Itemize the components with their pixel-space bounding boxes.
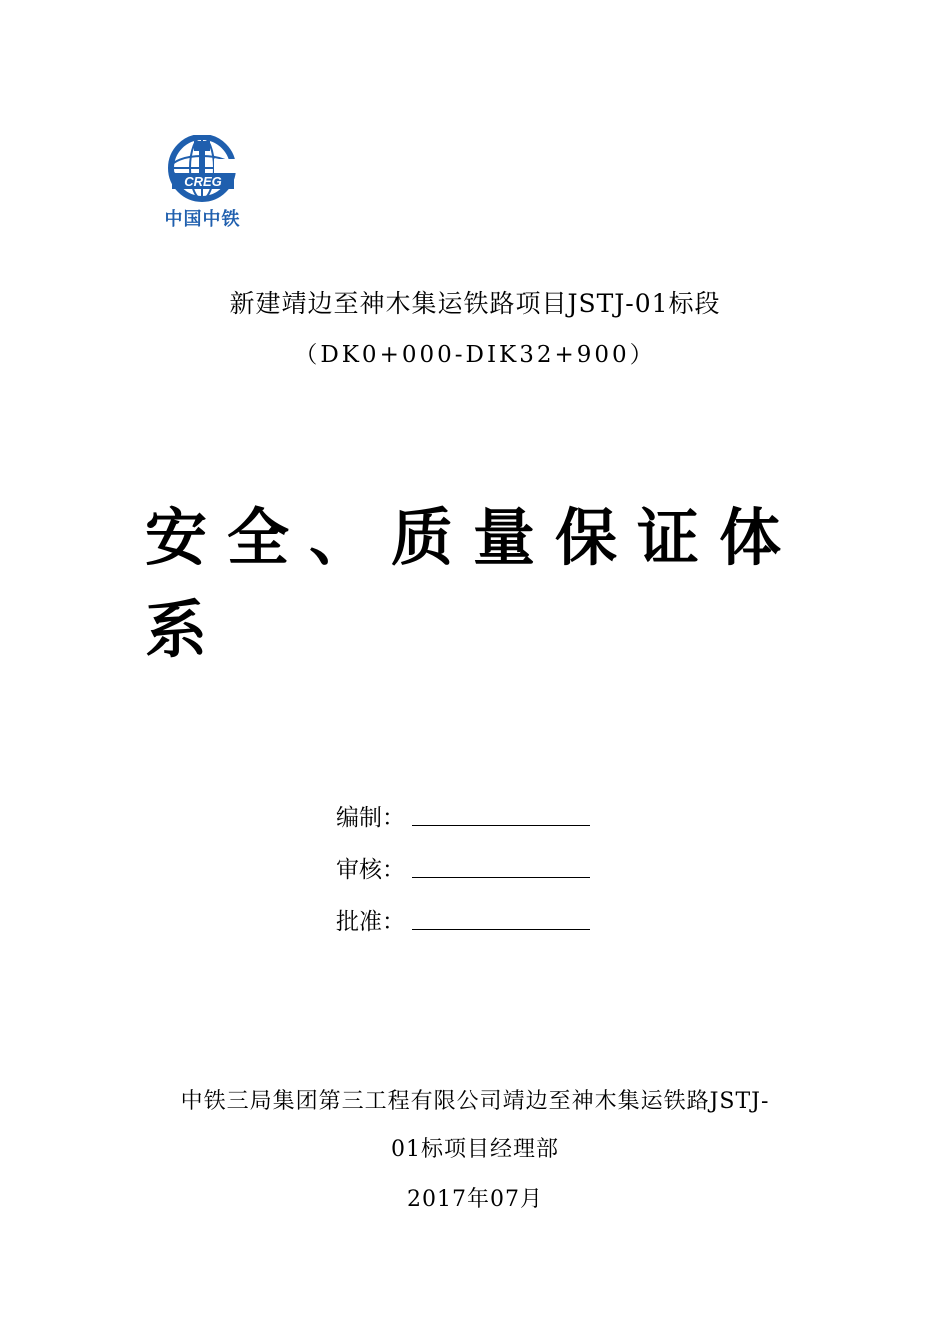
logo-caption: 中国中铁 <box>164 209 241 230</box>
company-logo <box>150 135 255 235</box>
document-title-line-2: 系 <box>145 593 228 666</box>
signature-line <box>412 825 590 826</box>
organization-line-2: 01标项目经理部 <box>391 1137 559 1162</box>
document-title-line-1: 安全、质量保证体 <box>145 501 802 574</box>
project-title: 新建靖边至神木集运铁路项目JSTJ-01标段 <box>229 289 721 318</box>
signature-label: 编制： <box>336 805 405 831</box>
creg-logo-icon <box>150 135 255 203</box>
signature-row-reviewed <box>336 834 636 886</box>
signature-label: 审核： <box>336 857 405 883</box>
chainage-range: （DK0+000-DIK32+900） <box>294 342 656 368</box>
signature-line <box>412 877 590 878</box>
signature-row-approved <box>336 886 636 938</box>
document-title <box>145 492 825 676</box>
signature-label: 批准： <box>336 909 405 935</box>
organization-line-1: 中铁三局集团第三工程有限公司靖边至神木集运铁路JSTJ- <box>180 1089 770 1114</box>
logo-letters: CREG <box>184 174 222 189</box>
document-date: 2017年07月 <box>407 1187 543 1212</box>
signature-line <box>412 929 590 930</box>
signature-row-prepared <box>336 782 636 834</box>
signature-block <box>336 782 636 938</box>
